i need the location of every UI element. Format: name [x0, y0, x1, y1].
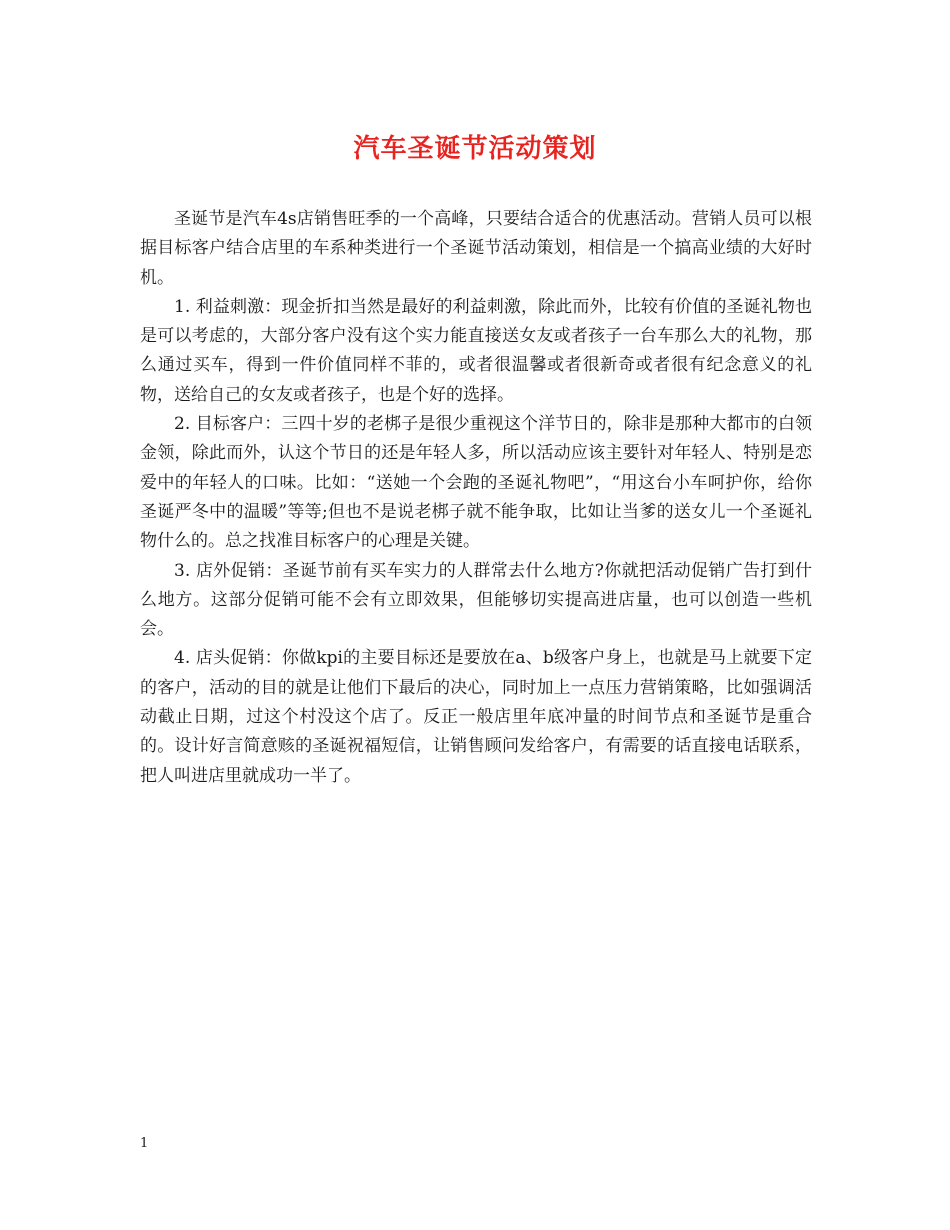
- intro-paragraph: 圣诞节是汽车4s店销售旺季的一个高峰，只要结合适合的优惠活动。营销人员可以根据目标客户结合店里的车系种类进行一个圣诞节活动策划，相信是一个搞高业绩的大好时机。: [140, 209, 812, 288]
- section-2-paragraph: 2. 目标客户：三四十岁的老梆子是很少重视这个洋节日的，除非是那种大都市的白领金领，除此而外，认这个节日的还是年轻人多，所以活动应该主要针对年轻人、特别是恋爱中的年轻人的口味。比如：“送她一个会跑的圣诞礼物吧”，“用这台小车呵护你，给你圣诞严冬中的温暖”等等;但也不是说老梆子就不能争取，比如让当爹的送女儿一个圣诞礼物什么的。总之找准目标客户的心理是关键。: [140, 414, 812, 552]
- section-3-paragraph: 3. 店外促销：圣诞节前有买车实力的人群常去什么地方?你就把活动促销广告打到什么地方。这部分促销可能不会有立即效果，但能够切实提高进店量，也可以创造一些机会。: [140, 560, 812, 640]
- document-body: [140, 205, 812, 791]
- document-title: 汽车圣诞节活动策划: [353, 134, 597, 164]
- section-1-paragraph: 1. 利益刺激：现金折扣当然是最好的利益刺激，除此而外，比较有价值的圣诞礼物也是可以考虑的，大部分客户没有这个实力能直接送女友或者孩子一台车那么大的礼物，那么通过买车，得到一件价值同样不菲的，或者很温馨或者很新奇或者很有纪念意义的礼物，送给自己的女友或者孩子，也是个好的选择。: [140, 296, 812, 405]
- section-4-paragraph: 4. 店头促销：你做kpi的主要目标还是要放在a、b级客户身上，也就是马上就要下定的客户，活动的目的就是让他们下最后的决心，同时加上一点压力营销策略，比如强调活动截止日期，过这个村没这个店了。反正一般店里年底冲量的时间节点和圣诞节是重合的。设计好言简意赅的圣诞祝福短信，让销售顾问发给客户，有需要的话直接电话联系，把人叫进店里就成功一半了。: [140, 648, 812, 786]
- page-number: 1: [140, 1136, 149, 1151]
